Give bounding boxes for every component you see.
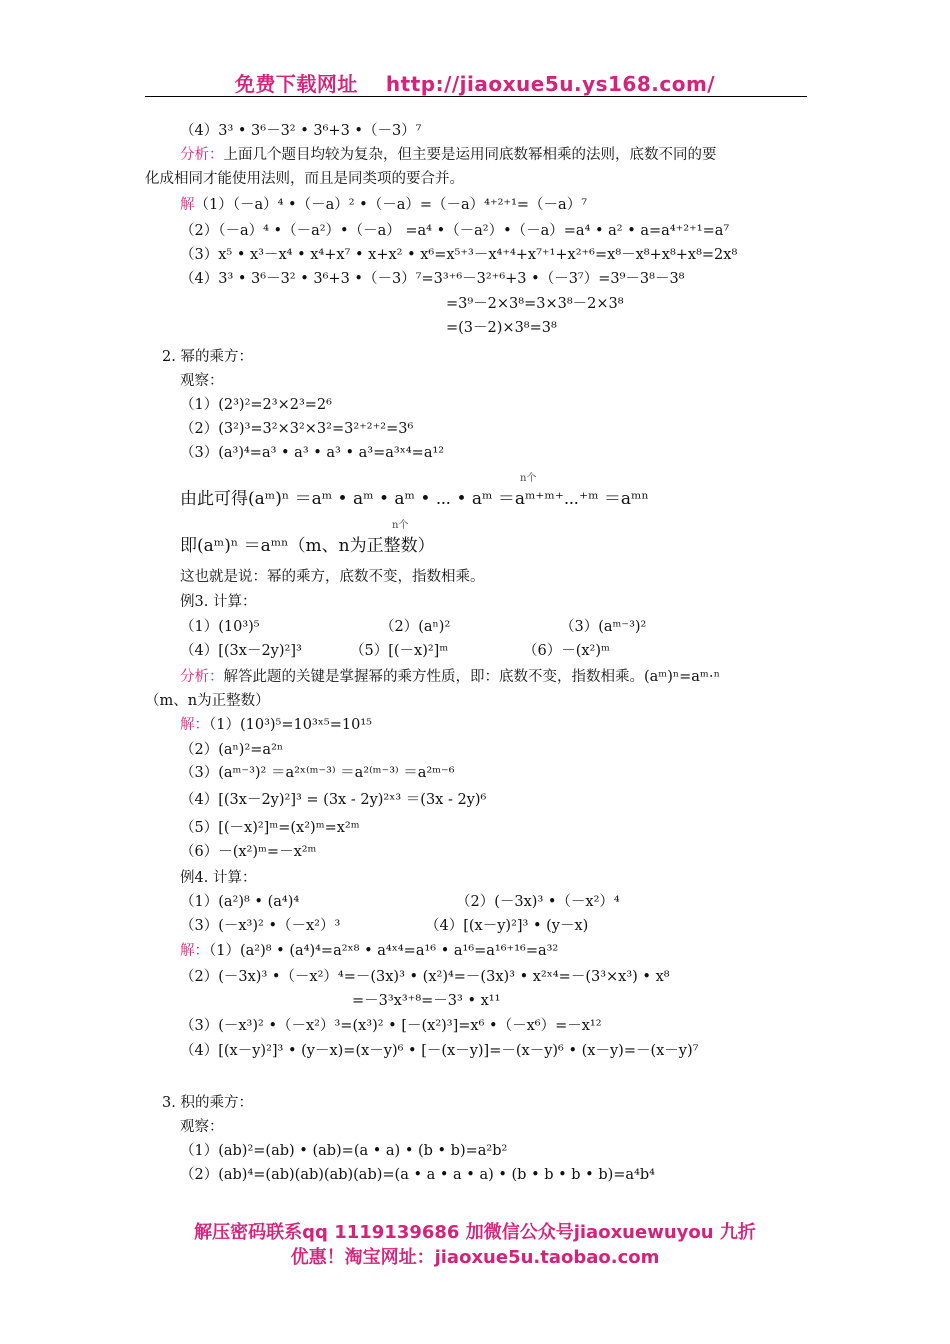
exercise-item: （2）(－3x)³ •（－x²）⁴ (456, 894, 620, 910)
page-header (0, 68, 950, 97)
text-line: （4）[(x－y)²]³ • (y－x)=(x－y)⁶ • [－(x－y)]=－(x－y)⁶ • (x－y)=－(x－y)⁷ (180, 1043, 699, 1059)
text-line: =3⁹－2×3⁸=3×3⁸－2×3⁸ (446, 296, 624, 312)
header-label: 免费下载网址 (234, 72, 358, 96)
analysis-tag: 分析： (180, 669, 224, 685)
exercise-item: （3）(－x³)² •（－x²）³ (180, 918, 341, 934)
text-line: （2）(3²)³=3²×3²×3²=3²⁺²⁺²=3⁶ (180, 421, 414, 437)
analysis-tag: 分析： (180, 147, 224, 163)
text-line: （6）－(x²)ᵐ=－x²ᵐ (180, 844, 317, 860)
text-line: 观察： (180, 373, 224, 389)
formula-line: 即(aᵐ)ⁿ ＝aᵐⁿ（m、n为正整数） (180, 536, 435, 556)
text-line: （1）(2³)²=2³×2³=2⁶ (180, 397, 332, 413)
exercise-item: （3）(aᵐ⁻³)² (560, 619, 647, 635)
formula-line: （3）(aᵐ⁻³)² ＝a²ˣ⁽ᵐ⁻³⁾ ＝a²⁽ᵐ⁻³⁾ ＝a²ᵐ⁻⁶ (180, 765, 455, 781)
exercise-item: （2）(aⁿ)² (380, 619, 451, 635)
section-heading: 3. 积的乘方： (162, 1095, 253, 1111)
section-heading: 2. 幂的乘方： (162, 349, 253, 365)
header-divider (145, 96, 807, 97)
text-line: （3）(－x³)² •（－x²）³=(x³)² • [－(x²)³]=x⁶ •（－x⁶）=－x¹² (180, 1018, 602, 1034)
example-heading: 例4. 计算： (180, 870, 257, 886)
exercise-item: （4）[(3x－2y)²]³ (180, 643, 302, 659)
solution-line: 解：（1）(10³)⁵=10³ˣ⁵=10¹⁵ (180, 717, 372, 733)
exercise-item: （1）(10³)⁵ (180, 619, 260, 635)
text-line: （1）(ab)²=(ab) • (ab)=(a • a) • (b • b)=a²b² (180, 1143, 508, 1159)
solution-line: 解（1）（－a）⁴ •（－a）² •（－a）=（－a）⁴⁺²⁺¹=（－a）⁷ (180, 197, 588, 213)
text-line: （3）(a³)⁴=a³ • a³ • a³ • a³=a³ˣ⁴=a¹² (180, 445, 445, 461)
formula-line: 由此可得(aᵐ)ⁿ ＝aᵐ • aᵐ • aᵐ • ⋯ • aᵐ ＝aᵐ⁺ᵐ⁺⋯⁺ᵐ ＝aᵐⁿ (180, 489, 649, 509)
exercise-item: （1）(a²)⁸ • (a⁴)⁴ (180, 894, 300, 910)
analysis-line: 分析：上面几个题目均较为复杂，但主要是运用同底数幂相乘的法则，底数不同的要 (180, 147, 717, 163)
text-line: （2）（－a）⁴ •（－a²）•（－a） =a⁴ •（－a²）•（－a）=a⁴ • a² • a=a⁴⁺²⁺¹=a⁷ (180, 223, 730, 239)
solution-tag: 解： (180, 943, 209, 959)
text-line: （4）3³ • 3⁶－3² • 3⁶+3 •（－3）⁷=3³⁺⁶－3²⁺⁶+3 •（－3⁷）=3⁹－3⁸－3⁸ (180, 271, 685, 287)
formula-line: （4）[(3x－2y)²]³ = (3x - 2y)²ˣ³ ＝(3x - 2y)⁶ (180, 792, 487, 808)
solution-tag: 解： (180, 717, 209, 733)
header-url-link[interactable]: http://jiaoxue5u.ys168.com/ (385, 72, 716, 96)
text-line: （2）(aⁿ)²=a²ⁿ (180, 742, 284, 758)
text-line: =－3³x³⁺⁸=－3³ • x¹¹ (352, 993, 501, 1009)
text-line: （3）x⁵ • x³－x⁴ • x⁴+x⁷ • x+x² • x⁶=x⁵⁺³－x⁴⁺⁴+x⁷⁺¹+x²⁺⁶=x⁸－x⁸+x⁸+x⁸=2x⁸ (180, 247, 738, 263)
text-line: 观察： (180, 1119, 224, 1135)
text-line: （2）(－3x)³ •（－x²）⁴=－(3x)³ • (x²)⁴=－(3x)³ • x²ˣ⁴=－(3³×x³) • x⁸ (180, 969, 670, 985)
text-line: 化成相同才能使用法则，而且是同类项的要合并。 (145, 171, 464, 187)
analysis-line: 分析：解答此题的关键是掌握幂的乘方性质，即：底数不变，指数相乘。(aᵐ)ⁿ=aᵐ⋅ⁿ (180, 669, 721, 685)
text-line: =(3－2)×3⁸=3⁸ (446, 320, 557, 336)
solution-line: 解：（1）(a²)⁸ • (a⁴)⁴=a²ˣ⁸ • a⁴ˣ⁴=a¹⁶ • a¹⁶=a¹⁶⁺¹⁶=a³² (180, 943, 559, 959)
example-heading: 例3. 计算： (180, 594, 257, 610)
text-line: （5）[(－x)²]ᵐ=(x²)ᵐ=x²ᵐ (180, 820, 360, 836)
footer-line-1: 解压密码联系qq 1119139686 加微信公众号jiaoxuewuyou 九折 (194, 1222, 756, 1243)
text-line: 这也就是说：幂的乘方，底数不变，指数相乘。 (180, 569, 485, 585)
exercise-item: （5）[(－x)²]ᵐ (350, 643, 449, 659)
text-line: （4）3³ • 3⁶－3² • 3⁶+3 •（－3）⁷ (180, 123, 422, 139)
text-line: （2）(ab)⁴=(ab)(ab)(ab)(ab)=(a • a • a • a) • (b • b • b • b)=a⁴b⁴ (180, 1167, 655, 1183)
footer-line-2[interactable]: 优惠！淘宝网址：jiaoxue5u.taobao.com (290, 1247, 660, 1268)
text-line: （m、n为正整数） (145, 693, 270, 709)
solution-tag: 解 (180, 197, 195, 213)
exercise-item: （4）[(x－y)²]³ • (y－x) (425, 918, 589, 934)
brace-note-top: n个 (520, 473, 537, 484)
exercise-item: （6）－(x²)ᵐ (523, 643, 610, 659)
brace-note-bottom: n个 (392, 520, 409, 531)
